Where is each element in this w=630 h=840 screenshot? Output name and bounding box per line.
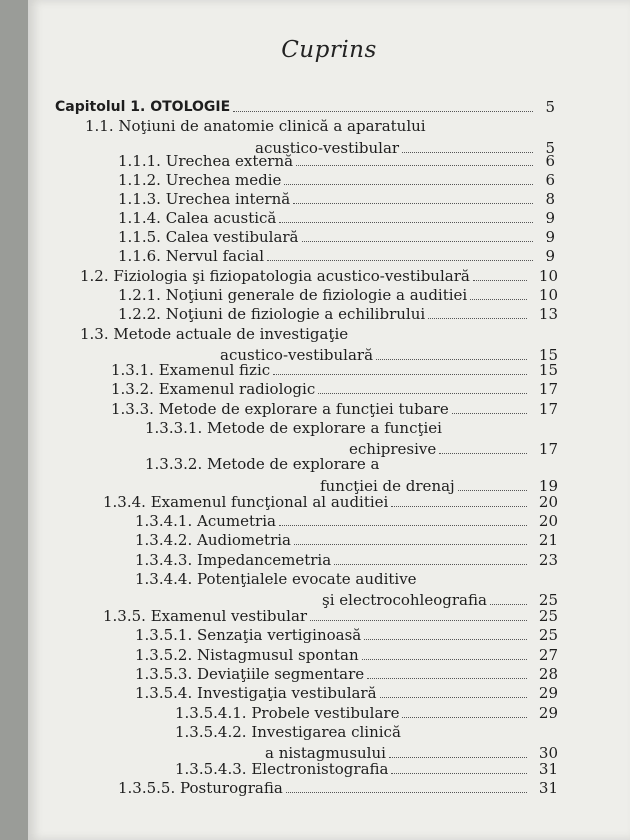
toc-entry-title: 1.3.3.2. Metode de explorare a — [145, 455, 380, 473]
toc-entry-1-2-2-notiuni-de-fiziologie-a-echilibrului — [118, 303, 558, 325]
page-number: 31 — [538, 760, 558, 778]
toc-entry-title: 1.3. Metode actuale de investigaţie — [80, 325, 349, 343]
leader-dots — [473, 280, 527, 281]
toc-entry-title-continued: funcţiei de drenaj — [320, 477, 455, 495]
leader-dots — [318, 393, 527, 394]
leader-dots — [293, 203, 533, 204]
leader-dots — [296, 165, 533, 166]
toc-entry-title: 1.3.5.4.3. Electronistografia — [175, 760, 389, 778]
leader-dots — [428, 318, 527, 319]
toc-entry-title: 1.3.1. Examenul fizic — [111, 361, 271, 379]
leader-dots — [279, 525, 527, 526]
page-number: 21 — [538, 531, 558, 549]
toc-entry-1-3-5-4-2-investigarea-clinica — [175, 721, 558, 743]
toc-entry-title: 1.3.5.3. Deviaţiile segmentare — [135, 665, 365, 683]
toc-entry-1-3-5-4-investigatia-vestibulara — [135, 682, 558, 704]
page-number: 30 — [538, 744, 558, 762]
leader-dots — [273, 374, 527, 375]
toc-entry-title: 1.3.4.2. Audiometria — [135, 531, 291, 549]
page-number: 13 — [538, 305, 558, 323]
toc-entry-title: 1.3.5.4.2. Investigarea clinică — [175, 723, 401, 741]
page-number: 17 — [538, 400, 558, 418]
toc-entry-title-continued: şi electrocohleografia — [322, 591, 487, 609]
toc-entry-title: 1.3.4.4. Potenţialele evocate auditive — [135, 570, 417, 588]
toc-entry-title-continued: acustico-vestibulară — [220, 346, 374, 364]
leader-dots — [294, 544, 527, 545]
toc-entry-title: 1.1.5. Calea vestibulară — [118, 228, 299, 246]
toc-entry-title: 1.3.5.4.1. Probele vestibulare — [175, 704, 400, 722]
page-number: 10 — [538, 286, 558, 304]
leader-dots — [367, 678, 527, 679]
leader-dots — [310, 620, 527, 621]
toc-entry-title-continued: acustico-vestibular — [255, 139, 400, 157]
page-number: 6 — [545, 171, 555, 189]
leader-dots — [364, 639, 527, 640]
page-number: 15 — [538, 346, 558, 364]
page-title: Cuprins — [281, 37, 377, 63]
page-number: 6 — [545, 152, 555, 170]
toc-entry-title: 1.3.4.3. Impedancemetria — [135, 551, 332, 569]
page-number: 5 — [545, 139, 555, 157]
toc-entry-title: 1.3.5.2. Nistagmusul spontan — [135, 646, 359, 664]
toc-entry-1-3-3-2-metode-de-explorare-a — [145, 453, 558, 475]
toc-entry-title: 1.3.5.5. Posturografia — [118, 779, 283, 797]
page-number: 28 — [538, 665, 558, 683]
leader-dots — [362, 659, 527, 660]
toc-entry-1-1-notiuni-de-anatomie-clinica-a-aparatului — [85, 115, 555, 137]
leader-dots — [233, 111, 533, 112]
toc-entry-title: 1.3.4.1. Acumetria — [135, 512, 276, 530]
toc-entry-title: 1.2.2. Noţiuni de fiziologie a echilibrului — [118, 305, 426, 323]
leader-dots — [302, 241, 533, 242]
leader-dots — [402, 717, 527, 718]
page-number: 8 — [545, 190, 555, 208]
page-number: 19 — [538, 477, 558, 495]
toc-entry-1-1-6-nervul-facial — [118, 245, 555, 267]
toc-entry-1-3-2-examenul-radiologic — [111, 378, 558, 400]
toc-entry-1-3-5-1-senzatia-vertiginoasa — [135, 624, 558, 646]
page-number: 10 — [538, 267, 558, 285]
page-number: 17 — [538, 380, 558, 398]
toc-entry-1-3-4-2-audiometria — [135, 529, 558, 551]
page-number: 31 — [538, 779, 558, 797]
page-number: 15 — [538, 361, 558, 379]
toc-entry-1-3-4-4-potentialele-evocate-auditive — [135, 568, 558, 590]
page-number: 20 — [538, 493, 558, 511]
leader-dots — [267, 260, 533, 261]
toc-entry-title: 1.1.4. Calea acustică — [118, 209, 277, 227]
toc-entry-title: 1.3.5.1. Senzaţia vertiginoasă — [135, 626, 362, 644]
toc-entry-title: 1.1.2. Urechea medie — [118, 171, 282, 189]
page-number: 25 — [538, 591, 558, 609]
toc-entry-title: 1.1.3. Urechea internă — [118, 190, 291, 208]
toc-entry-title: 1.3.5. Examenul vestibular — [103, 607, 308, 625]
toc-entry-title: Capitolul 1. OTOLOGIE — [55, 99, 231, 115]
leader-dots — [284, 184, 533, 185]
toc-entry-title: 1.2. Fiziologia şi fiziopatologia acustico-vestibulară — [80, 267, 470, 285]
toc-entry-title-continued: echipresive — [349, 440, 437, 458]
page-number: 17 — [538, 440, 558, 458]
toc-entry-1-3-5-5-posturografia — [118, 777, 558, 799]
page-number: 29 — [538, 704, 558, 722]
page-number: 27 — [538, 646, 558, 664]
toc-entry-1-3-3-1-metode-de-explorare-a-functiei — [145, 417, 558, 439]
leader-dots — [334, 564, 527, 565]
toc-entry-title: 1.2.1. Noţiuni generale de fiziologie a auditiei — [118, 286, 468, 304]
page-number: 20 — [538, 512, 558, 530]
page-number: 29 — [538, 684, 558, 702]
page-number: 5 — [545, 98, 555, 116]
page-number: 9 — [545, 228, 555, 246]
page-number: 25 — [538, 607, 558, 625]
leader-dots — [391, 773, 527, 774]
toc-entry-1-3-metode-actuale-de-investigatie — [80, 323, 558, 345]
page-number: 25 — [538, 626, 558, 644]
leader-dots — [470, 299, 527, 300]
toc-entry-title: 1.1.6. Nervul facial — [118, 247, 265, 265]
toc-entry-title: 1.3.5.4. Investigaţia vestibulară — [135, 684, 377, 702]
leader-dots — [279, 222, 533, 223]
book-page — [28, 0, 630, 840]
toc-entry-title: 1.3.4. Examenul funcţional al auditiei — [103, 493, 389, 511]
leader-dots — [286, 792, 527, 793]
leader-dots — [380, 697, 527, 698]
page-number: 9 — [545, 247, 555, 265]
toc-entry-title: 1.3.3. Metode de explorare a funcţiei tubare — [111, 400, 449, 418]
leader-dots — [452, 413, 527, 414]
toc-entry-title: 1.1. Noţiuni de anatomie clinică a aparatului — [85, 117, 426, 135]
toc-entry-title: 1.1.1. Urechea externă — [118, 152, 294, 170]
page-number: 23 — [538, 551, 558, 569]
toc-entry-title-continued: a nistagmusului — [265, 744, 386, 762]
page-number: 9 — [545, 209, 555, 227]
leader-dots — [391, 506, 527, 507]
toc-entry-title: 1.3.3.1. Metode de explorare a funcţiei — [145, 419, 442, 437]
toc-entry-title: 1.3.2. Examenul radiologic — [111, 380, 316, 398]
